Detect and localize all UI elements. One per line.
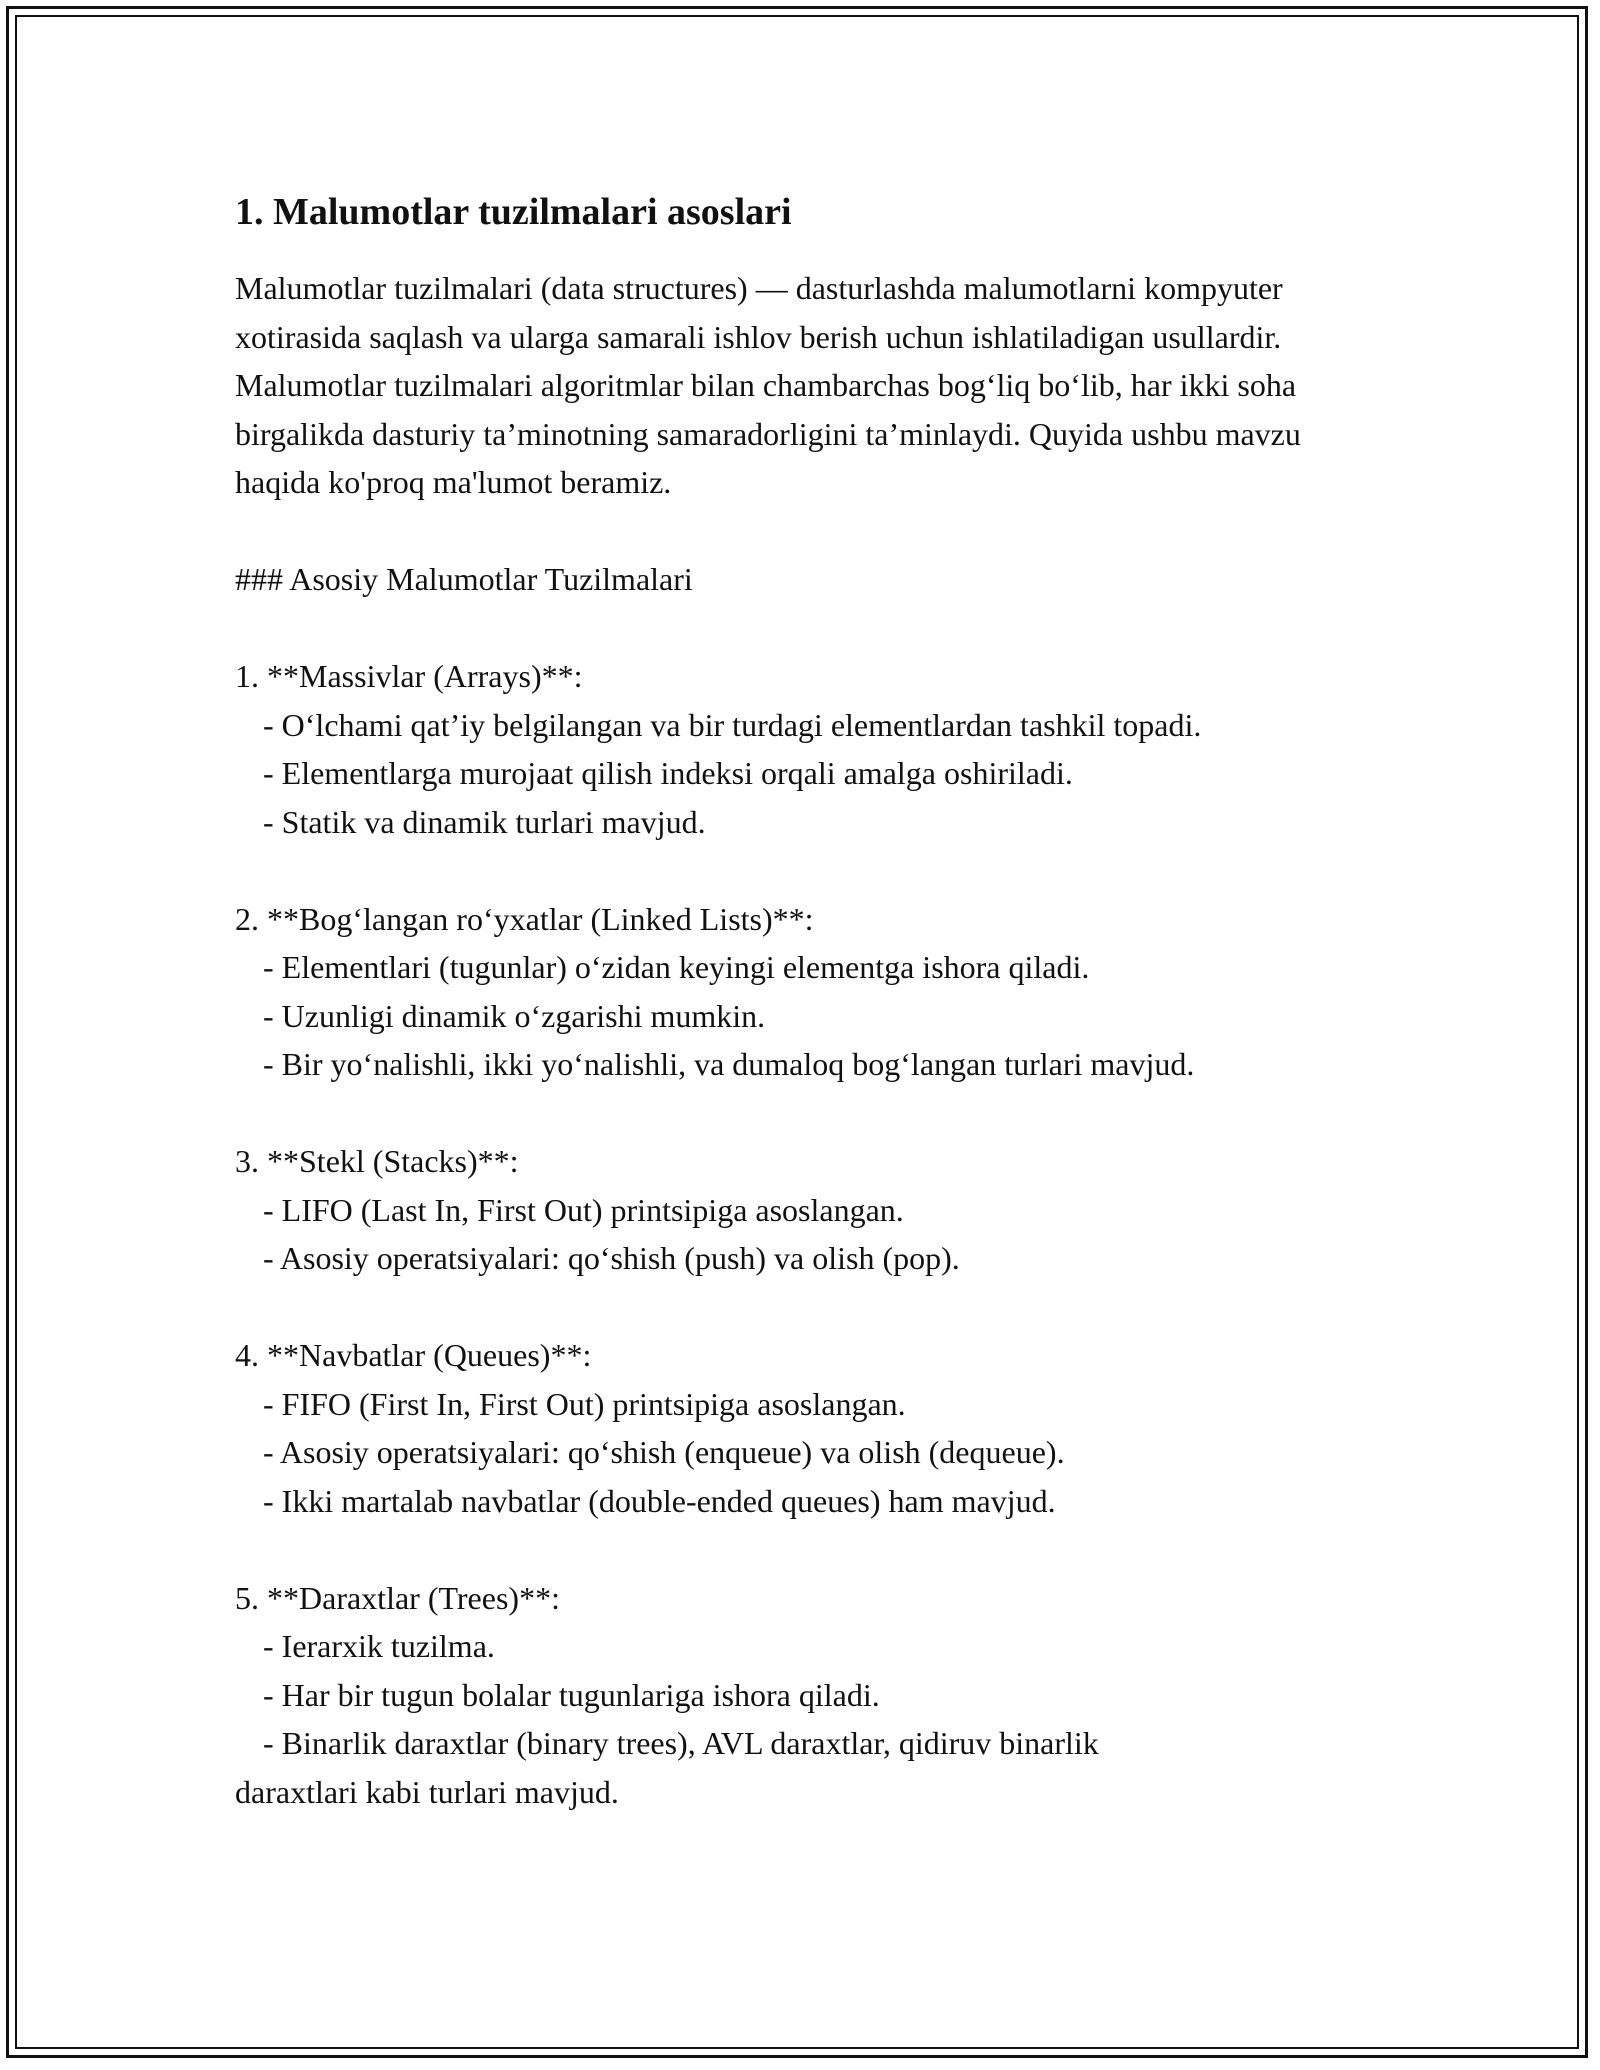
list-item-bullet: - Elementlarga murojaat qilish indeksi orqali amalga oshiriladi.	[263, 755, 1073, 791]
list-item-heading: 3. **Stekl (Stacks)**:	[235, 1143, 519, 1179]
list-item-bullet: - Bir yo‘nalishli, ikki yo‘nalishli, va dumaloq bog‘langan turlari mavjud.	[263, 1046, 1195, 1082]
list-item-heading: 2. **Bog‘langan ro‘yxatlar (Linked Lists)**:	[235, 900, 814, 937]
list-item-bullet: - Binarlik daraxtlar (binary trees), AVL daraxtlar, qidiruv binarlik	[263, 1725, 1099, 1761]
list-item-linked-lists	[235, 895, 1385, 1089]
intro-paragraph: Malumotlar tuzilmalari (data structures) — dasturlashda malumotlarni kompyuter xotirasida saqlash va ularga samarali ishlov berish uchun ishlatiladigan usullardir. Malumotlar tuzilmalari algoritmlar bilan chambarchas bog‘liq bo‘lib, har ikki soha birgalikda dasturiy ta’minotning samaradorligini ta’minlaydi. Quyida ushbu mavzu haqida ko'proq ma'lumot beramiz.	[235, 270, 1301, 500]
list-item-bullet: - Uzunligi dinamik o‘zgarishi mumkin.	[263, 997, 766, 1034]
list-item-bullet: - Asosiy operatsiyalari: qo‘shish (enqueue) va olish (dequeue).	[263, 1434, 1065, 1470]
list-item-heading: 4. **Navbatlar (Queues)**:	[235, 1337, 592, 1373]
list-item-heading: 5. **Daraxtlar (Trees)**:	[235, 1579, 560, 1616]
document-body	[235, 190, 1385, 1816]
list-item-bullet: - LIFO (Last In, First Out) printsipiga asoslangan.	[263, 1191, 904, 1228]
document-title: 1. Malumotlar tuzilmalari asoslari	[235, 191, 792, 233]
list-item-bullet: - Statik va dinamik turlari mavjud.	[263, 803, 706, 840]
list-item-arrays	[235, 652, 1385, 846]
list-item-queues	[235, 1331, 1385, 1525]
list-item-bullet: - FIFO (First In, First Out) printsipiga asoslangan.	[263, 1385, 906, 1422]
list-item-bullet: - Asosiy operatsiyalari: qo‘shish (push) va olish (pop).	[263, 1240, 960, 1276]
list-item-stacks	[235, 1137, 1385, 1283]
section-heading: ### Asosiy Malumotlar Tuzilmalari	[235, 561, 693, 597]
list-item-heading: 1. **Massivlar (Arrays)**:	[235, 658, 583, 694]
list-item-bullet: - Har bir tugun bolalar tugunlariga ishora qiladi.	[263, 1676, 880, 1713]
list-item-bullet-continuation: daraxtlari kabi turlari mavjud.	[235, 1773, 619, 1810]
list-item-trees	[235, 1574, 1385, 1817]
list-item-bullet: - O‘lchami qat’iy belgilangan va bir turdagi elementlardan tashkil topadi.	[263, 706, 1202, 743]
list-item-bullet: - Elementlari (tugunlar) o‘zidan keyingi elementga ishora qiladi.	[263, 949, 1090, 985]
list-item-bullet: - Ikki martalab navbatlar (double-ended queues) ham mavjud.	[263, 1482, 1056, 1519]
list-item-bullet: - Ierarxik tuzilma.	[263, 1628, 495, 1664]
